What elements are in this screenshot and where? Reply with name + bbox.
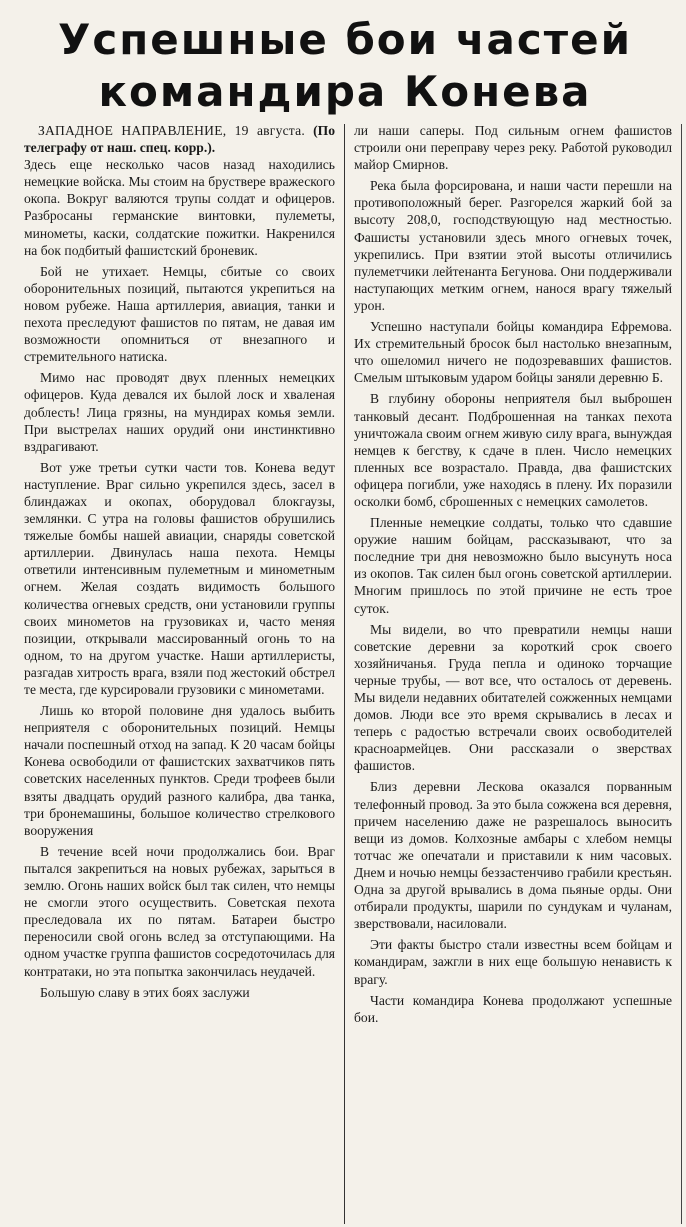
article-paragraph: Пленные немецкие солдаты, только что сдавшие оружие нашим бойцам, рассказывают, что за последние три дня невозможно было высунуть носа из окопов. Так силен был огонь советской артиллерии. Многим пришлось по этой причине не есть трое суток. <box>354 515 672 616</box>
dateline-place: ЗАПАДНОЕ НАПРАВЛЕНИЕ, 19 августа. <box>38 123 305 138</box>
article-paragraph: Вот уже третьи сутки части тов. Конева ведут наступление. Враг сильно укрепился здесь, засел в блиндажах и окопах, оборудовал блокгаузы, землянки. С утра на головы фашистов обрушились тяжелые бомбы нашей авиации, снаряды советской артиллерии. Двинулась наша пехота. Немцы ответили интенсивным пулеметным и минометным огнем. Желая создать видимость большого количества огневых средств, они установили группы своих минометов на грузовиках и, часто меняя позиции, открывали массированный огонь то на одном, то на другом участке. Наши артиллеристы, разгадав хитрость врага, взяли под жестокий обстрел те места, где курсировали грузовики с минометами. <box>24 459 335 697</box>
article-paragraph: Большую славу в этих боях заслужи <box>40 984 250 1000</box>
headline-line-1: Успешные бои частей <box>57 15 633 64</box>
article-paragraph: В течение всей ночи продолжались бои. Враг пытался закрепиться на новых рубежах, зарыться в землю. Огонь наших войск был так силен, что немцы не смогли этого осуществить. Советская пехота преследовала их по пятам. Батареи быстро переносили свой огонь вслед за отступающими. На одном участке группа фашистов сосредоточилась для контратаки, но эта попытка закончилась неудачей. <box>24 843 335 979</box>
article-paragraph: Река была форсирована, и наши части перешли на противоположный берег. Разгорелся жаркий бой за высоту 208,0, господствующую над местностью. Фашисты установили здесь много огневых точек, укрепились. При взятии этой высоты отличились пулеметчики лейтенанта Бегунова. Они поддерживали наступающих метким огнем, нанося врагу тяжелый урон. <box>354 178 672 313</box>
article-headline <box>20 14 670 118</box>
right-edge-divider <box>681 124 682 1224</box>
column-divider <box>344 124 345 1224</box>
article-column-right <box>354 122 672 1030</box>
headline-line-2: командира Конева <box>98 67 592 116</box>
article-paragraph: Близ деревни Лескова оказался порванным телефонный провод. За это была сожжена вся деревня, причем населению даже не разрешалось выносить вещи из домов. Колхозные амбары с хлебом немцы тотчас же опечатали и приставили к ним часовых. Днем и ночью немцы беззастенчиво грабили крестьян. Одна за другой врывались в дома пьяные орды. Они отбирали продукты, шарили по сундукам и чуланам, зверствовали, насиловали. <box>354 779 672 932</box>
dateline <box>24 122 335 156</box>
article-paragraph: Эти факты быстро стали известны всем бойцам и командирам, зажгли в них еще большую ненависть к врагу. <box>354 937 672 987</box>
article-paragraph: Части командира Конева продолжают успешные бои. <box>354 992 672 1025</box>
article-paragraph: Здесь еще несколько часов назад находились немецкие войска. Мы стоим на бруствере вражеского окопа. Вокруг валяются трупы солдат и офицеров. Разбросаны германские винтовки, пулеметы, минометы, каски, солдатские пожитки. Накренился на бок подбитый фашистский броневик. <box>24 157 335 258</box>
article-paragraph: Лишь ко второй половине дня удалось выбить неприятеля с оборонительных позиций. Немцы начали поспешный отход на запад. К 20 часам бойцы Конева освободили от фашистских захватчиков пять советских населенных пунктов. Среди трофеев были взяты двадцать орудий разного калибра, два танка, три бронемашины, большое количество стрелкового вооружения <box>24 703 335 838</box>
article-paragraph: Мимо нас проводят двух пленных немецких офицеров. Куда девался их былой лоск и хваленая доблесть! Лица грязны, на мундирах комья земли. При выстрелах наших орудий они инстинктивно вздрагивают. <box>24 370 335 454</box>
article-paragraph: Мы видели, во что превратили немцы наши советские деревни за короткий срок своего хозяйничанья. Груда пепла и одиноко торчащие черные трубы, — вот все, что осталось от деревень. Мы видели недавних обитателей сожженных немцами домов. Люди все это время скрывались в лесах и теперь с радостью встречали своих освободителей красноармейцев. Они рассказали о зверствах фашистов. <box>354 621 672 774</box>
article-paragraph: В глубину обороны неприятеля был выброшен танковый десант. Подброшенная на танках пехота уничтожала своим огнем живую силу врага, вынуждая немцев к бегству, к сдаче в плен. Число немецких пленных все возрастало. Правда, два фашистских офицера погибли, уже находясь в плену. Их поразили осколки бомб, сброшенных с немецких самолетов. <box>354 391 672 509</box>
article-paragraph: Успешно наступали бойцы командира Ефремова. Их стремительный бросок был настолько внезапным, что ошеломил ничего не подозревавших фашистов. Смелым штыковым ударом бойцы заняли деревню Б. <box>354 319 672 386</box>
article-column-left <box>24 122 335 1003</box>
article-paragraph: ли наши саперы. Под сильным огнем фашистов строили они переправу через реку. Работой руководил майор Смирнов. <box>354 123 672 173</box>
dateline-source: (По телеграфу от наш. спец. корр.). <box>24 123 335 156</box>
article-paragraph: Бой не утихает. Немцы, сбитые со своих оборонительных позиций, пытаются укрепиться на новом рубеже. Наша артиллерия, авиация, танки и пехота преследуют фашистов по пятам, не давая им возможности опомниться от внезапного и стремительного натиска. <box>24 263 335 365</box>
